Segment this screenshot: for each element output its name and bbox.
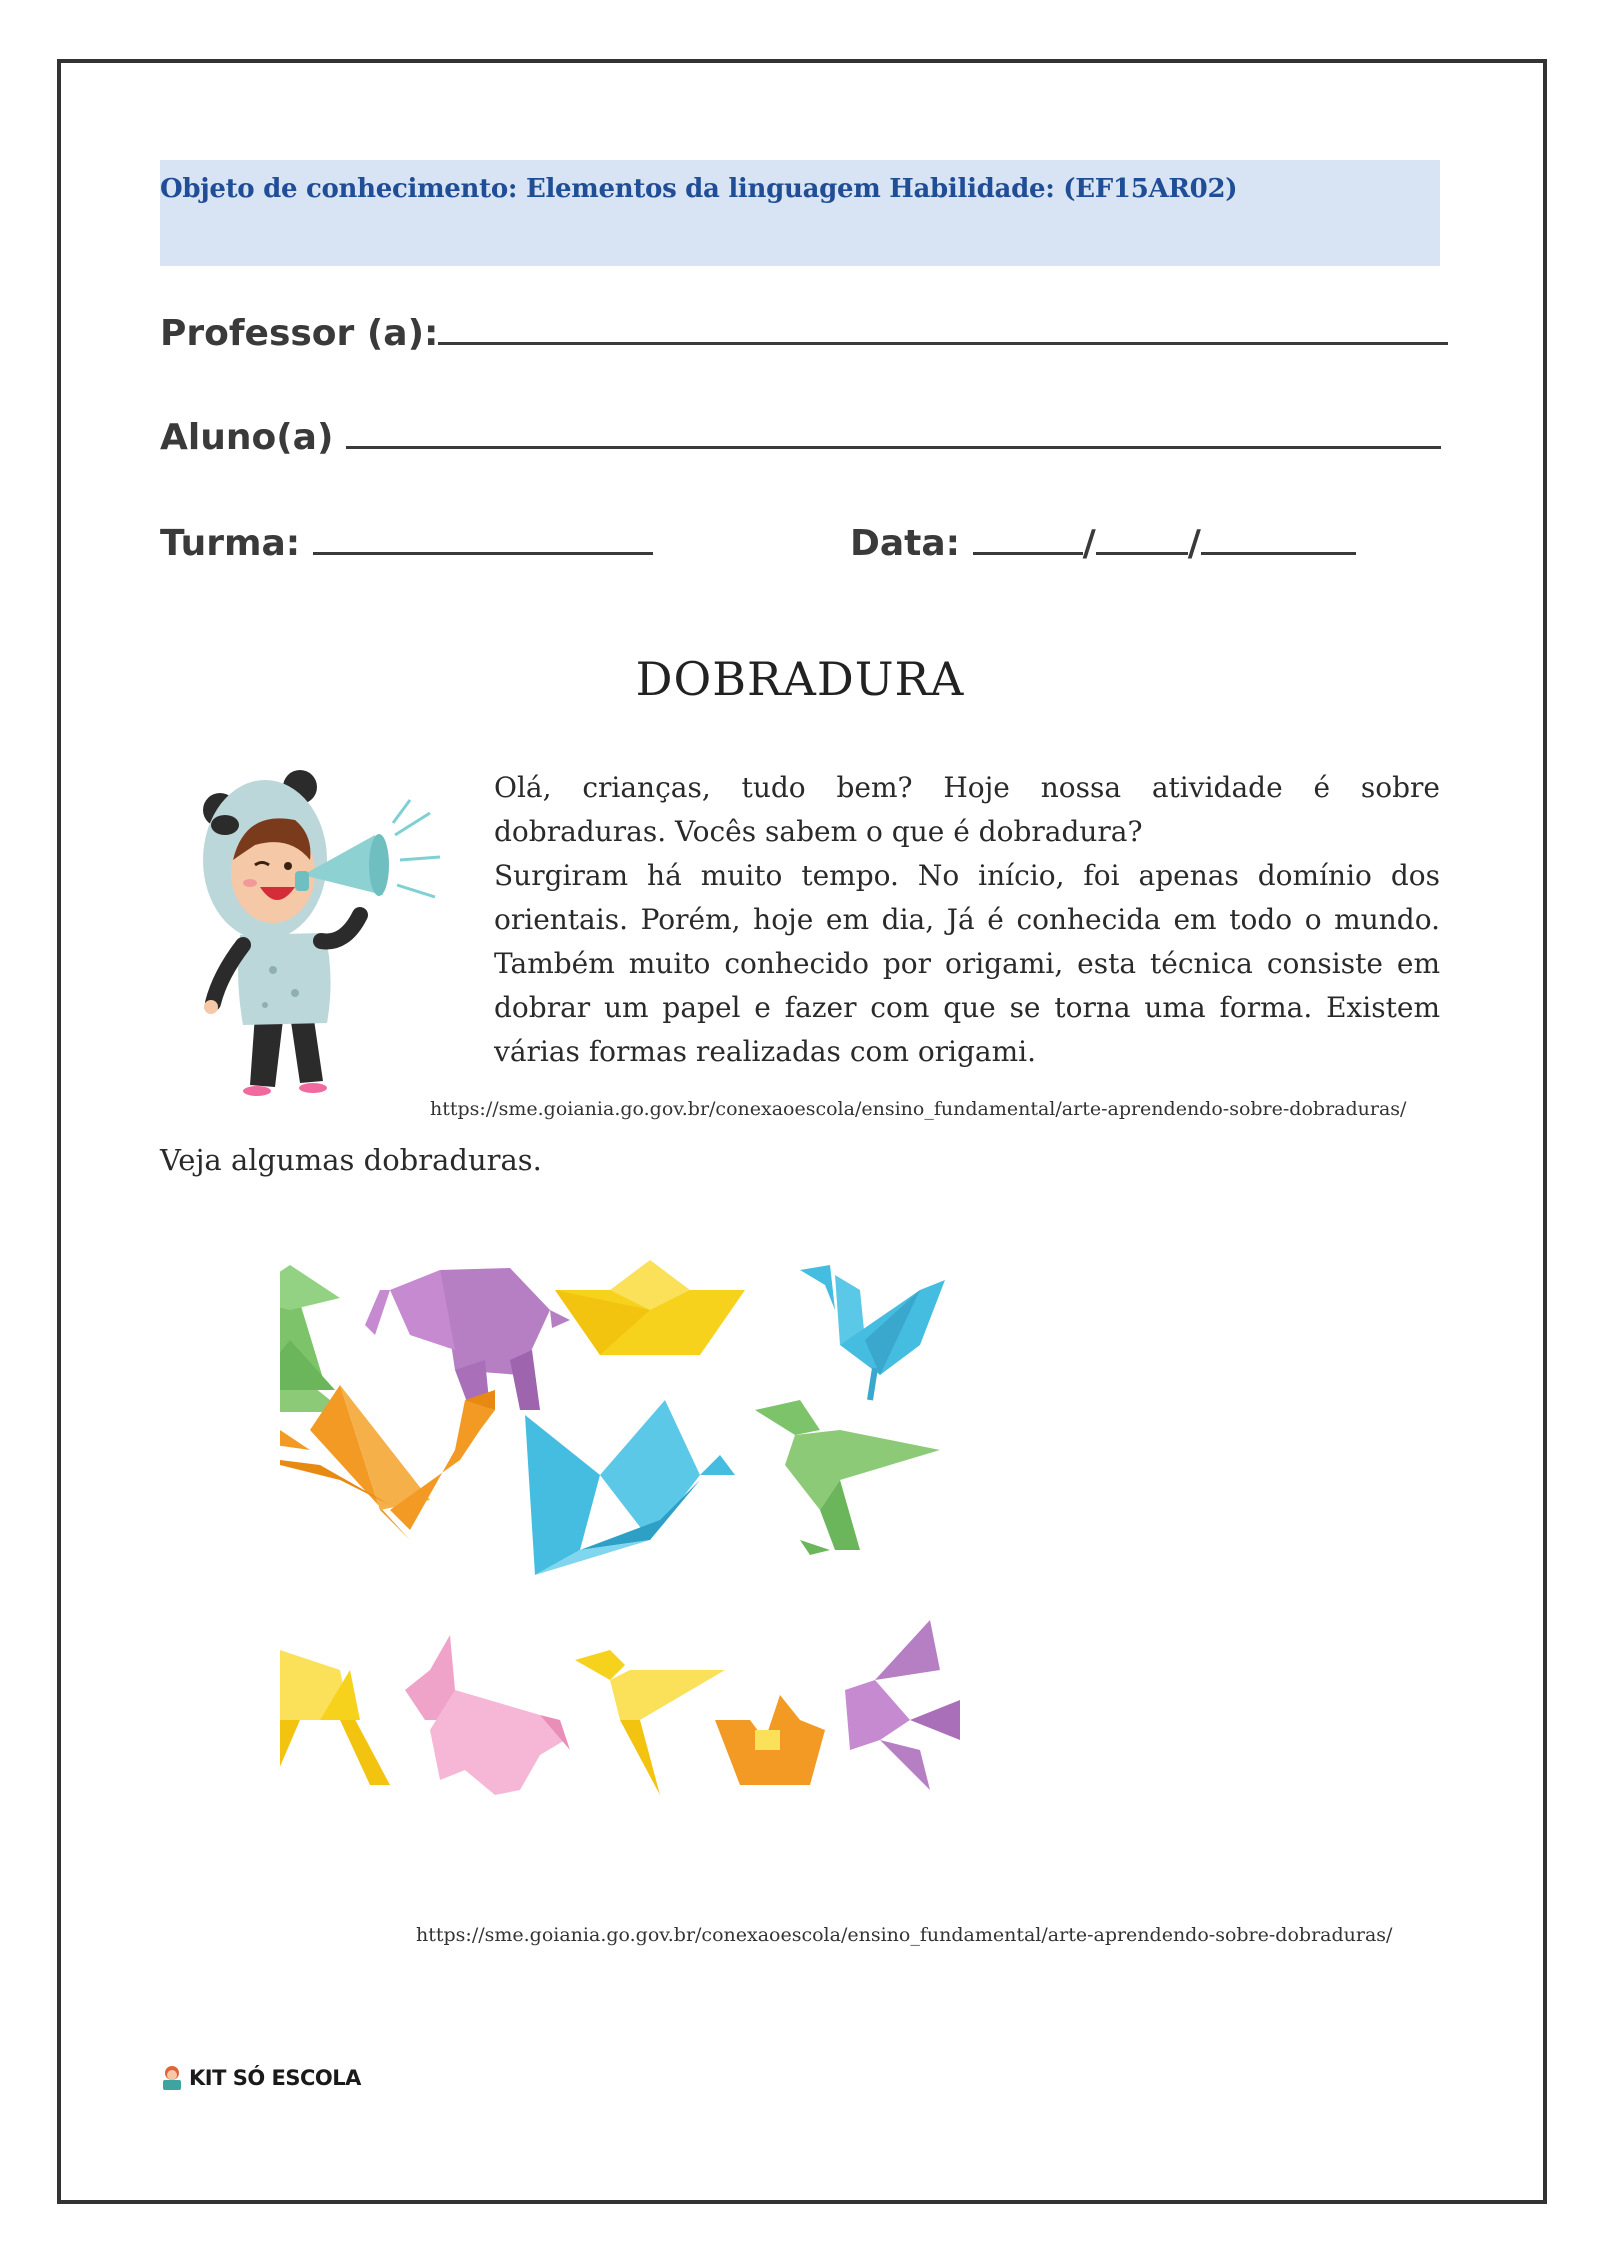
source-url: https://sme.goiania.go.gov.br/conexaoescola/ensino_fundamental/arte-aprendendo-sobre-dobraduras/ <box>430 1098 1407 1120</box>
turma-label: Turma: <box>160 523 301 564</box>
intro-paragraph: Surgiram há muito tempo. No início, foi apenas domínio dos orientais. Porém, hoje em dia, Já é conhecida em todo o mundo. Também muito conhecido por origami, esta técnica consiste em dobrar um papel e fazer com que se torna uma forma. Existem várias formas realizadas com origami. <box>494 859 1440 1068</box>
date-separator: / <box>1187 523 1201 564</box>
aluno-line[interactable] <box>346 416 1441 449</box>
aluno-label: Aluno(a) <box>160 417 334 458</box>
turma-field[interactable] <box>160 522 653 564</box>
origami-llama <box>280 1550 390 1790</box>
origami-frog <box>280 1265 345 1412</box>
origami-unicorn <box>405 1635 570 1795</box>
professor-field[interactable] <box>160 312 1448 354</box>
logo-text: KIT SÓ ESCOLA <box>189 2066 361 2090</box>
intro-text <box>494 766 1440 1074</box>
kid-megaphone-illustration <box>195 765 475 1105</box>
professor-label: Professor (a): <box>160 313 439 354</box>
origami-figures <box>280 1250 1410 1900</box>
origami-fish <box>845 1620 960 1790</box>
origami-duck <box>800 1265 945 1400</box>
intro-paragraph: Olá, crianças, tudo bem? Hoje nossa atividade é sobre dobraduras. Vocês sabem o que é dobradura? <box>494 771 1440 848</box>
date-month-line[interactable] <box>1096 522 1188 555</box>
date-separator: / <box>1082 523 1096 564</box>
origami-boat <box>555 1260 745 1355</box>
origami-crane <box>525 1400 735 1575</box>
date-day-line[interactable] <box>973 522 1083 555</box>
origami-elephant <box>365 1268 570 1410</box>
origami-dinosaur <box>755 1400 940 1555</box>
professor-line[interactable] <box>438 312 1448 345</box>
source-url: https://sme.goiania.go.gov.br/conexaoescola/ensino_fundamental/arte-aprendendo-sobre-dobraduras/ <box>416 1924 1393 1946</box>
data-field[interactable] <box>850 522 1356 564</box>
date-year-line[interactable] <box>1201 522 1356 555</box>
veja-text: Veja algumas dobraduras. <box>160 1143 542 1177</box>
origami-fox <box>715 1695 825 1785</box>
data-label: Data: <box>850 523 961 564</box>
origami-hummingbird <box>575 1650 725 1795</box>
brand-logo <box>160 2065 361 2091</box>
knowledge-banner <box>160 160 1440 266</box>
aluno-field[interactable] <box>160 416 1441 458</box>
turma-line[interactable] <box>313 522 653 555</box>
page-title: DOBRADURA <box>635 652 965 706</box>
banner-text: Objeto de conhecimento: Elementos da linguagem Habilidade: (EF15AR02) <box>160 174 1238 204</box>
kid-logo-icon <box>160 2065 184 2091</box>
